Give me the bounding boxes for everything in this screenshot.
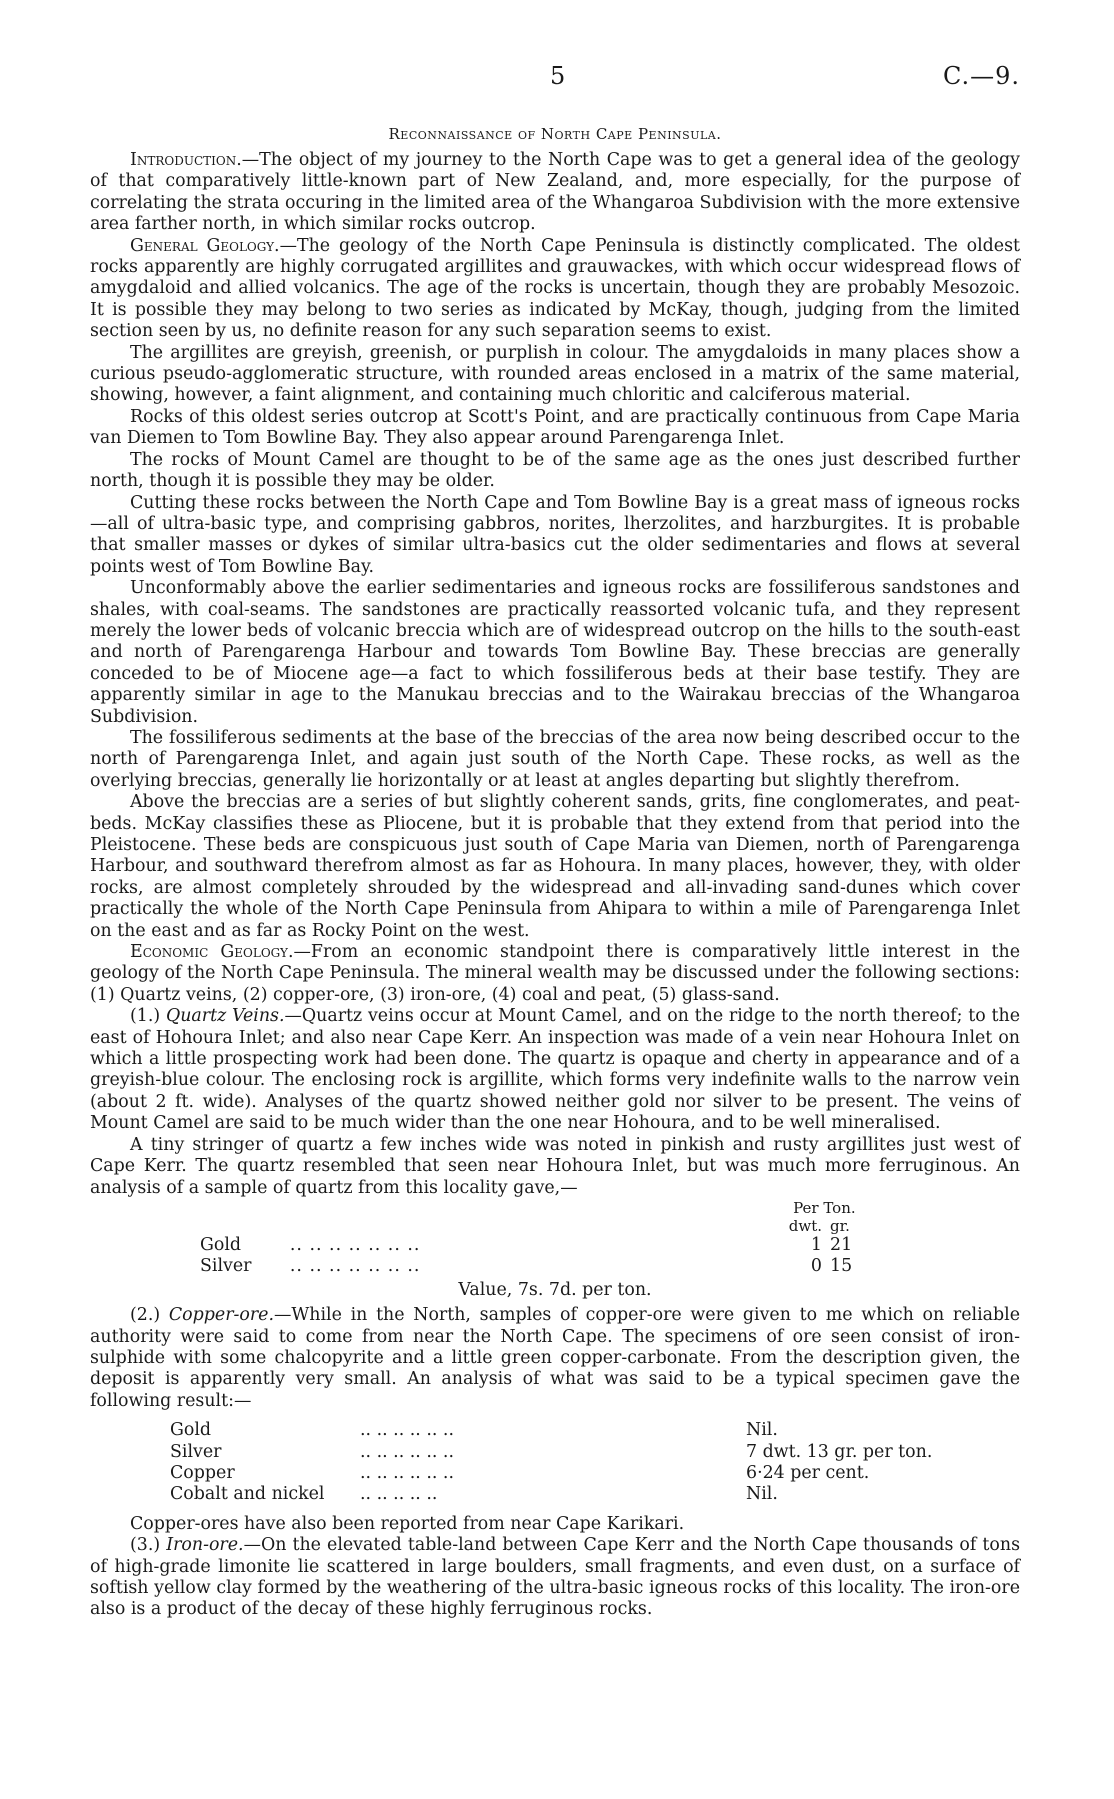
iron-ore-heading: Iron-ore. [166,1535,244,1556]
page-number: 5 [550,62,566,90]
quartz-value-line: Value, 7s. 7d. per ton. [458,1279,652,1300]
copper-analysis-table [170,1420,932,1506]
quartz-veins-heading: Quartz Veins. [165,1006,285,1027]
paragraph: Unconformably above the earlier sedimentaries and igneous rocks are fossiliferous sandstones and shales, with coal-seams. The sandstones are practically reassorted volcanic tufa, and they represent merely the lower beds of volcanic breccia which are of widespread outcrop on the hills to the south-east and north of Parengarenga Harbour and towards Tom Bowline Bay. These breccias are generally conceded to be of Miocene age—a fact to which fossiliferous beds at their base testify. They are apparently similar in age to the Manukau breccias and to the Wairakau breccias of the Whangaroa Subdivision. [90,578,1020,727]
gr-header: gr. [830,1216,850,1235]
page-header [90,62,1020,92]
table-header-row [200,1199,860,1217]
table-row: Silver .. .. .. .. .. .. 7 dwt. 13 gr. per ton. [170,1441,933,1462]
paragraph-copper-ore: (2.) Copper-ore.—While in the North, samples of copper-ore were given to me which on reliable authority were said to come from near the North Cape. The specimens of ore seen consist of iron-sulphide with some chalcopyrite and a little green copper-carbonate. From the description given, the deposit is apparently very small. An analysis of what was said to be a typical specimen gave the following result:— [90,1305,1020,1411]
section-title: Reconnaissance of North Cape Peninsula. [388,125,722,143]
per-ton-header: Per Ton. [793,1198,856,1217]
general-geology-heading: General Geology. [130,235,280,256]
table-row: Gold .. .. .. .. .. .. .. 1 21 [200,1234,853,1255]
quartz-analysis-table [200,1199,860,1278]
paragraph-economic-geology: Economic Geology.—From an economic standpoint there is comparatively little interest in the geology of the North Cape Peninsula. The mineral wealth may be discussed under the following sections: (1) Quartz veins, (2) copper-ore, (3) iron-ore, (4) coal and peat, (5) glass-sand. [90,942,1020,1005]
paragraph: The rocks of Mount Camel are thought to be of the same age as the ones just described further north, though it is possible they may be older. [90,449,1020,492]
body-text [90,150,1020,1621]
paragraph: Cutting these rocks between the North Cape and Tom Bowline Bay is a great mass of igneous rocks —all of ultra-basic type, and comprising gabbros, norites, lherzolites, and harzburgites. It is probable that smaller masses or dykes of similar ultra-basics cut the older sedimentaries and flows at several points west of Tom Bowline Bay. [90,492,1020,577]
paragraph: Copper-ores have also been reported from near Cape Karikari. [130,1513,685,1534]
introduction-heading: Introduction. [130,150,242,170]
paragraph: The argillites are greyish, greenish, or purplish in colour. The amygdaloids in many places show a curious pseudo-agglomeratic structure, with rounded areas enclosed in a matrix of the same material, showing, however, a faint alignment, and containing much chloritic and calciferous material. [90,342,1020,406]
paragraph: A tiny stringer of quartz a few inches wide was noted in pinkish and rusty argillites just west of Cape Kerr. The quartz resembled that seen near Hohoura Inlet, but was much more ferruginous. An analysis of a sample of quartz from this locality gave,— [90,1134,1020,1198]
copper-ore-heading: Copper-ore. [168,1305,275,1326]
document-reference: C.—9. [942,62,1020,90]
paragraph-general-geology: General Geology.—The geology of the North Cape Peninsula is distinctly complicated. The oldest rocks apparently are highly corrugated argillites and grauwackes, with which occur widespread flows of amygdaloid and allied volcanics. The age of the rocks is uncertain, though they are probably Mesozoic. It is possible they may belong to two series as indicated by McKay, though, judging from the limited section seen by us, no definite reason for any such separation seems to exist. [90,235,1021,342]
table-row: Cobalt and nickel .. .. .. .. .. Nil. [170,1484,778,1505]
document-page [90,0,1020,1799]
paragraph: Above the breccias are a series of but slightly coherent sands, grits, fine conglomerates, and peat-beds. McKay classifies these as Pliocene, but it is probable that they extend from that period into the Pleistocene. These beds are conspicuous just south of Cape Maria van Diemen, north of Parengarenga Harbour, and southward therefrom almost as far as Hohoura. In many places, however, they, with older rocks, are almost completely shrouded by the widespread and all-invading sand-dunes which cover practically the whole of the North Cape Peninsula from Ahipara to within a mile of Parengarenga Inlet on the east and as far as Rocky Point on the west. [90,792,1020,941]
paragraph: Rocks of this oldest series outcrop at Scott's Point, and are practically continuous from Cape Maria van Diemen to Tom Bowline Bay. They also appear around Parengarenga Inlet. [90,406,1020,449]
economic-geology-heading: Economic Geology. [130,942,294,963]
table-row: Gold .. .. .. .. .. .. Nil. [170,1420,778,1441]
dwt-header: dwt. [788,1216,822,1235]
paragraph-iron-ore: (3.) Iron-ore.—On the elevated table-land between Cape Kerr and the North Cape thousands of tons of high-grade limonite lie scattered in large boulders, small fragments, and even dust, on a surface of softish yellow clay formed by the weathering of the ultra-basic igneous rocks of this locality. The iron-ore also is a product of the decay of these highly ferruginous rocks. [90,1535,1020,1620]
paragraph-quartz-veins: (1.) Quartz Veins.—Quartz veins occur at Mount Camel, and on the ridge to the north thereof; to the east of Hohoura Inlet; and also near Cape Kerr. An inspection was made of a vein near Hohoura Inlet on which a little prospecting work had been done. The quartz is opaque and cherty in appearance and of a greyish-blue colour. The enclosing rock is argillite, which forms very indefinite walls to the narrow vein (about 2 ft. wide). Analyses of the quartz showed neither gold nor silver to be present. The veins of Mount Camel are said to be much wider than the one near Hohoura, and to be well mineralised. [90,1006,1020,1134]
paragraph-introduction: Introduction.—The object of my journey to the North Cape was to get a general idea of the geology of that comparatively little-known part of New Zealand, and, more especially, for the purpose of correlating the strata occuring in the limited area of the Whangaroa Subdivision with the more extensive area farther north, in which similar rocks outcrop. [90,150,1020,235]
table-row: Silver .. .. .. .. .. .. .. 0 15 [200,1256,853,1277]
table-row: Copper .. .. .. .. .. .. 6·24 per cent. [170,1462,870,1483]
paragraph: The fossiliferous sediments at the base of the breccias of the area now being described occur to the north of Parengarenga Inlet, and again just south of the North Cape. These rocks, as well as the overlying breccias, generally lie horizontally or at least at angles departing but slightly therefrom. [90,727,1020,791]
table-header-row [200,1217,860,1235]
